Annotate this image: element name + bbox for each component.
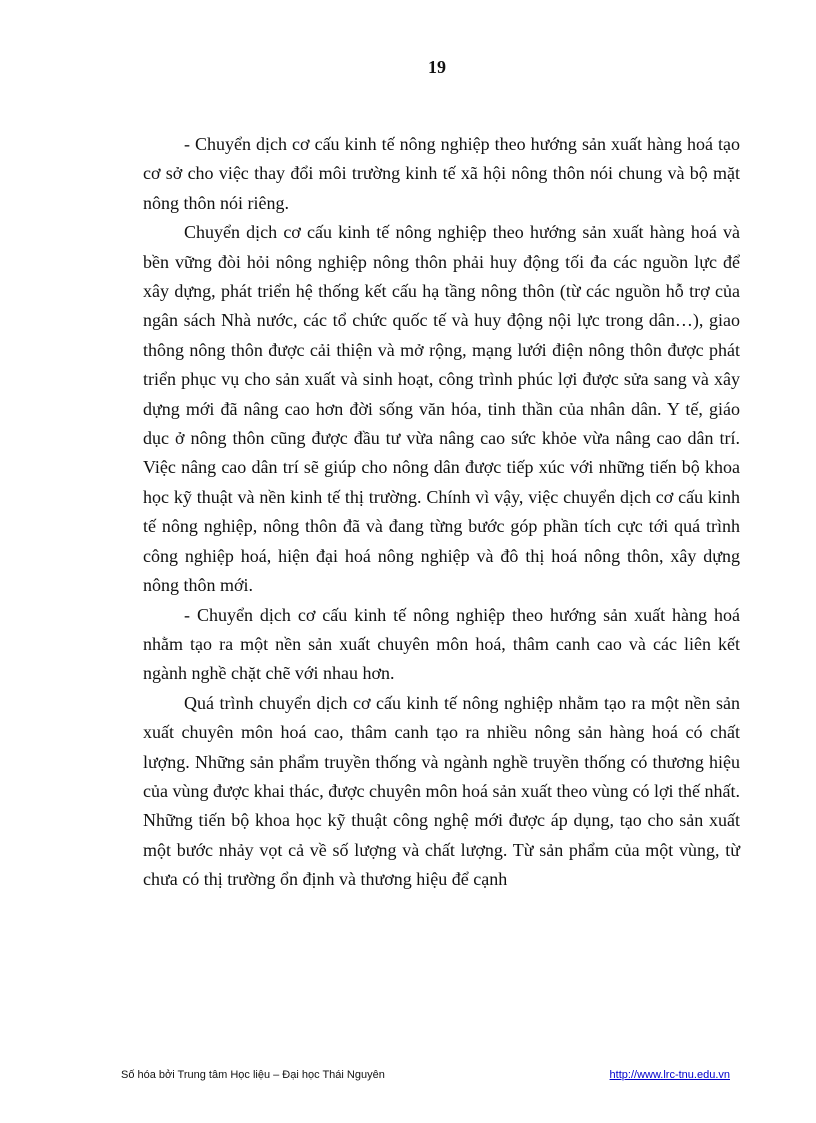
paragraph: Chuyển dịch cơ cấu kinh tế nông nghiệp theo hướng sản xuất hàng hoá và bền vững đòi hỏi nông nghiệp nông thôn phải huy động tối đa các nguồn lực để xây dựng, phát triển hệ thống kết cấu hạ tầng nông thôn (từ các nguồn hỗ trợ của ngân sách Nhà nước, các tổ chức quốc tế và huy động nội lực trong dân…), giao thông nông thôn được cải thiện và mở rộng, mạng lưới điện nông thôn được phát triển phục vụ cho sản xuất và sinh hoạt, công trình phúc lợi được sửa sang và xây dựng mới đã nâng cao hơn đời sống văn hóa, tinh thần của nhân dân. Y tế, giáo dục ở nông thôn cũng được đầu tư vừa nâng cao sức khỏe vừa nâng cao dân trí. Việc nâng cao dân trí sẽ giúp cho nông dân được tiếp xúc với những tiến bộ khoa học kỹ thuật và nền kinh tế thị trường. Chính vì vậy, việc chuyển dịch cơ cấu kinh tế nông nghiệp, nông thôn đã và đang từng bước góp phần tích cực tới quá trình công nghiệp hoá, hiện đại hoá nông nghiệp và đô thị hoá nông thôn, xây dựng nông thôn mới. xyxy=(143,222,740,596)
paragraph: - Chuyển dịch cơ cấu kinh tế nông nghiệp theo hướng sản xuất hàng hoá tạo cơ sở cho việc thay đổi môi trường kinh tế xã hội nông thôn nói chung và bộ mặt nông thôn nói riêng. xyxy=(143,134,740,213)
paragraph: - Chuyển dịch cơ cấu kinh tế nông nghiệp theo hướng sản xuất hàng hoá nhằm tạo ra một nền sản xuất chuyên môn hoá, thâm canh cao và các liên kết ngành nghề chặt chẽ với nhau hơn. xyxy=(143,604,740,684)
page-number: 19 xyxy=(428,57,446,77)
page-footer xyxy=(121,1067,730,1083)
paragraph: Quá trình chuyển dịch cơ cấu kinh tế nông nghiệp nhằm tạo ra một nền sản xuất chuyên môn hoá cao, thâm canh tạo ra nhiều nông sản hàng hoá có chất lượng. Những sản phẩm truyền thống và ngành nghề truyền thống có thương hiệu của vùng được khai thác, được chuyên môn hoá sản xuất theo vùng có lợi thế nhất. Những tiến bộ khoa học kỹ thuật công nghệ mới được áp dụng, tạo cho sản xuất một bước nhảy vọt cả về số lượng và chất lượng. Từ sản phẩm của một vùng, từ chưa có thị trường ổn định và thương hiệu để cạnh xyxy=(143,692,740,890)
footer-link[interactable]: http://www.lrc-tnu.edu.vn xyxy=(609,1069,730,1081)
document-body xyxy=(143,130,740,895)
footer-credit: Số hóa bởi Trung tâm Học liệu – Đại học Thái Nguyên xyxy=(121,1069,385,1081)
